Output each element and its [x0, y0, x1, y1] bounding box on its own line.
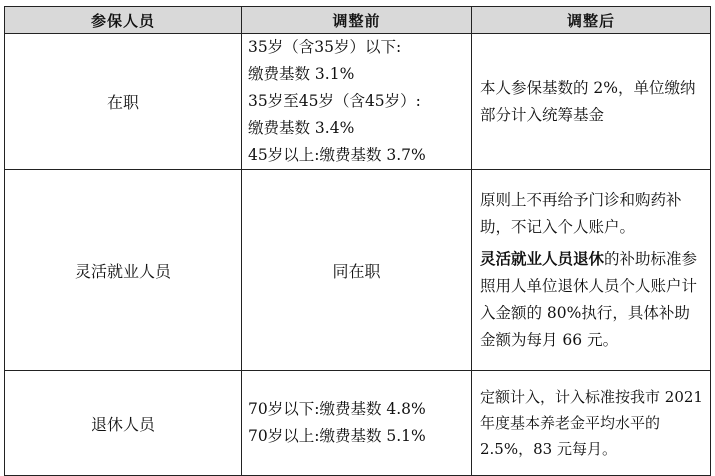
after-cell [472, 170, 711, 371]
before-cell [242, 371, 472, 476]
table-row-retired [5, 371, 711, 476]
after-rest-text: 的补助标准参照用人单位退休人员个人账户计入金额的 80%执行，具体补助金额为每月 66 元。 [480, 249, 698, 349]
before-line: 35岁（含35岁）以下: [248, 38, 402, 56]
after-cell [472, 34, 711, 170]
before-line: 70岁以下:缴费基数 4.8% [248, 400, 426, 418]
before-line: 缴费基数 3.4% [248, 119, 355, 137]
after-text: 定额计入，计入标准按我市 2021 年度基本养老金平均水平的 2.5%，83 元每月。 [480, 388, 703, 458]
header-after: 调整后 [472, 7, 711, 34]
category-cell: 灵活就业人员 [5, 170, 242, 371]
before-line: 35岁至45岁（含45岁）: [248, 92, 421, 110]
after-bold-text: 灵活就业人员退休 [480, 248, 605, 268]
after-paragraph: 原则上不再给予门诊和购药补助，不记入个人账户。 [480, 190, 682, 236]
table-row-flexible [5, 170, 711, 371]
header-insured-type: 参保人员 [5, 7, 242, 34]
header-row [5, 7, 711, 34]
table-row-employed [5, 34, 711, 170]
contribution-table [4, 6, 711, 476]
after-text: 本人参保基数的 2%，单位缴纳部分计入统筹基金 [480, 78, 696, 124]
header-before: 调整前 [242, 7, 472, 34]
before-line: 45岁以上:缴费基数 3.7% [248, 146, 426, 164]
before-line: 70岁以上:缴费基数 5.1% [248, 427, 426, 445]
before-cell: 同在职 [242, 170, 472, 371]
category-cell: 在职 [5, 34, 242, 170]
after-cell [472, 371, 711, 476]
before-line: 缴费基数 3.1% [248, 65, 355, 83]
before-cell [242, 34, 472, 170]
category-cell: 退休人员 [5, 371, 242, 476]
